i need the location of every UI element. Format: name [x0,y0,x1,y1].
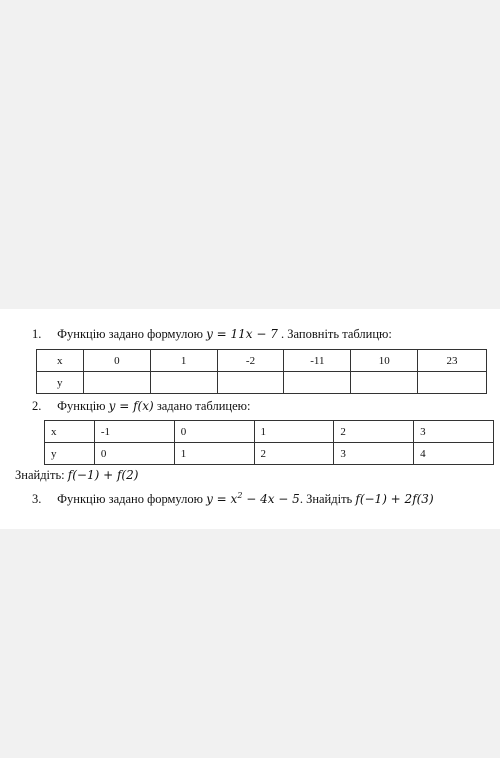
task-1-text: Функцію задано формулою [57,327,203,341]
table-cell: -2 [217,350,284,372]
task-1-instruction: . Заповніть таблицю: [281,327,392,341]
table-cell [284,372,351,394]
task-2-text: Функцію [57,399,106,413]
task-3-formula-2: f(−1) + 2f(3) [355,492,434,506]
table-2-row-x [45,421,494,443]
table-cell: 0 [83,350,150,372]
task-3-instruction: . Знайдіть [299,492,353,506]
table-cell: 3 [414,421,494,443]
table-cell [418,372,487,394]
task-2-number: 2. [32,399,42,413]
table-cell [83,372,150,394]
task-3-text: Функцію задано формулою [57,492,203,506]
task-3-number: 3. [32,492,42,506]
task-1 [32,327,392,342]
task-1-number: 1. [32,327,42,341]
task-2-formula: y = f(x) [108,399,154,413]
table-cell: x [45,421,95,443]
find-formula: f(−1) + f(2) [67,468,139,482]
table-cell: 2 [334,421,414,443]
table-2-row-y [45,443,494,465]
table-cell: 1 [150,350,217,372]
table-cell: 3 [334,443,414,465]
table-cell: 0 [94,443,174,465]
top-background [0,0,500,309]
table-cell: 1 [254,421,334,443]
table-cell [150,372,217,394]
table-cell: -1 [94,421,174,443]
bottom-background [0,529,500,758]
table-2 [44,420,494,465]
table-cell: 2 [254,443,334,465]
table-cell: 0 [174,421,254,443]
find-label: Знайдіть: [15,468,65,482]
table-cell [351,372,418,394]
table-cell: 4 [414,443,494,465]
task-2 [32,399,250,414]
table-cell: y [45,443,95,465]
task-3 [32,491,434,507]
table-1 [36,349,487,394]
task-3-formula-rest: − 4x − 5 [242,492,300,506]
table-cell: x [37,350,84,372]
task-3-formula [206,492,300,506]
table-cell: 23 [418,350,487,372]
task-2-instruction: задано таблицею: [156,399,251,413]
table-cell: -11 [284,350,351,372]
table-1-row-y [37,372,487,394]
task-1-formula: y = 11x − 7 [206,327,278,341]
table-cell: 10 [351,350,418,372]
find-line [15,468,138,483]
table-cell: 1 [174,443,254,465]
table-1-row-x [37,350,487,372]
task-3-formula-main: y = x [206,492,238,506]
document-page [0,309,500,529]
table-cell [217,372,284,394]
table-cell: y [37,372,84,394]
task-3-formula-exponent: 2 [237,491,243,500]
